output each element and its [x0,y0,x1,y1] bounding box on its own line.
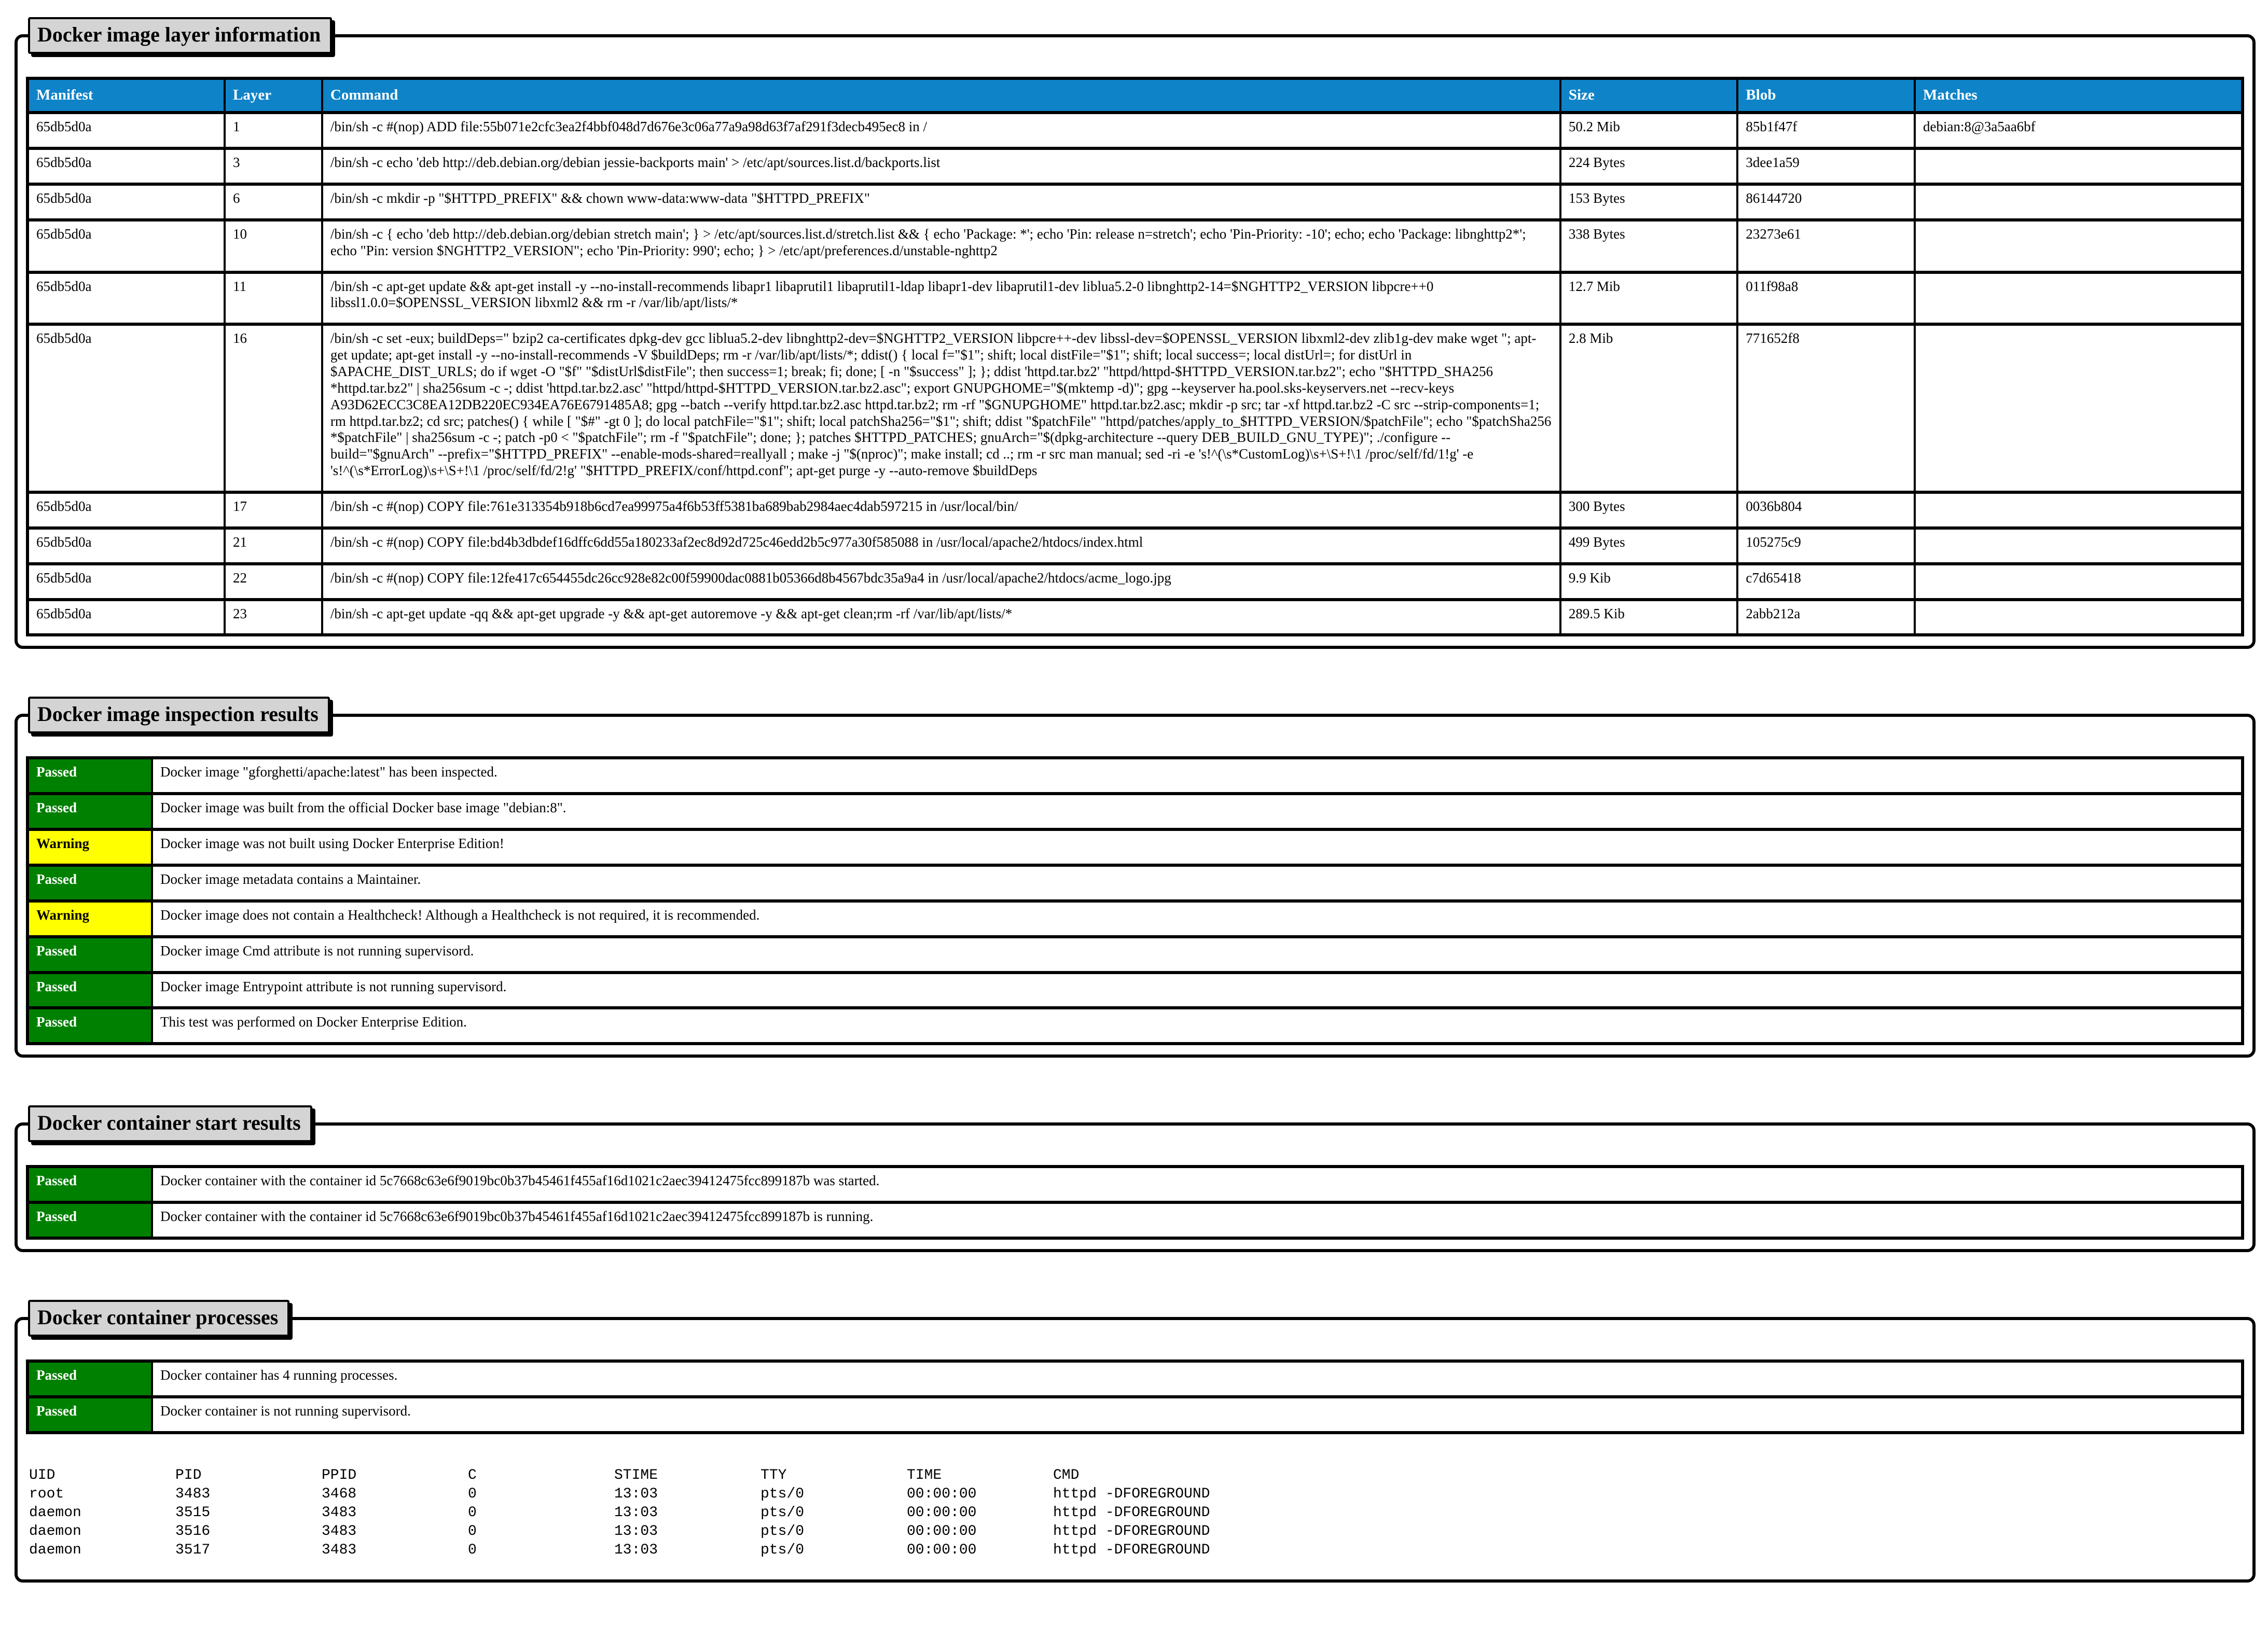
result-message: Docker image was built from the official Docker base image "debian:8". [152,794,2243,829]
ps-uid: daemon [29,1542,81,1558]
manifest-cell: 65db5d0a [27,600,225,635]
blob-cell: 3dee1a59 [1737,148,1915,184]
ps-stime: 13:03 [614,1523,658,1539]
ps-header-c: C [468,1467,477,1483]
matches-cell [1915,220,2243,272]
size-cell: 338 Bytes [1560,220,1738,272]
result-row [27,1397,2243,1433]
result-row [27,1008,2243,1044]
size-cell: 50.2 Mib [1560,113,1738,148]
column-header-manifest: Manifest [27,78,225,113]
manifest-cell: 65db5d0a [27,148,225,184]
ps-c: 0 [468,1523,477,1539]
ps-header-time: TIME [907,1467,942,1483]
blob-cell: 85b1f47f [1737,113,1915,148]
ps-time: 00:00:00 [907,1542,977,1558]
result-message: This test was performed on Docker Enterprise Edition. [152,1008,2243,1044]
section-container-processes-title: Docker container processes [28,1300,289,1337]
result-row [27,973,2243,1008]
layer-row [27,324,2243,492]
column-header-command: Command [322,78,1560,113]
result-message: Docker image does not contain a Healthcheck! Although a Healthcheck is not required, it is recommended. [152,901,2243,937]
result-row [27,794,2243,829]
layer-cell: 3 [225,148,322,184]
section-container-start-results-title: Docker container start results [28,1105,312,1142]
section-layer-information [15,17,2256,649]
manifest-cell: 65db5d0a [27,220,225,272]
ps-header-tty: TTY [760,1467,787,1483]
status-badge: Passed [27,1361,152,1397]
layer-cell: 17 [225,492,322,528]
result-row [27,1167,2243,1202]
ps-tty: pts/0 [760,1504,805,1521]
ps-cmd: httpd -DFOREGROUND [1053,1542,1210,1558]
process-list-output [29,1466,1352,1560]
blob-cell: 2abb212a [1737,600,1915,635]
command-cell: /bin/sh -c apt-get update && apt-get install -y --no-install-recommends libapr1 libaprutil1 libaprutil1-ldap libapr1-dev libaprutil1-dev liblua5.2-0 libnghttp2-14=$NGHTTP2_VERSION libpcre++0 libssl1.0.0=$OPENSSL_VERSION libxml2 && rm -r /var/lib/apt/lists/* [322,272,1560,325]
section-container-processes [15,1300,2256,1583]
section-inspection-results [15,697,2256,1058]
layer-row [27,528,2243,564]
matches-cell [1915,272,2243,325]
ps-row [29,1541,1352,1560]
column-header-size: Size [1560,78,1738,113]
layer-cell: 6 [225,184,322,220]
command-cell: /bin/sh -c apt-get update -qq && apt-get upgrade -y && apt-get autoremove -y && apt-get clean;rm -rf /var/lib/apt/lists/* [322,600,1560,635]
status-badge: Passed [27,1202,152,1238]
ps-ppid: 3468 [322,1486,357,1502]
result-message: Docker image Entrypoint attribute is not running supervisord. [152,973,2243,1008]
layer-cell: 11 [225,272,322,325]
result-row [27,937,2243,973]
manifest-cell: 65db5d0a [27,272,225,325]
manifest-cell: 65db5d0a [27,528,225,564]
status-badge: Passed [27,758,152,794]
layer-cell: 1 [225,113,322,148]
section-inspection-results-title: Docker image inspection results [28,697,330,733]
layer-row [27,492,2243,528]
column-header-blob: Blob [1737,78,1915,113]
blob-cell: 105275c9 [1737,528,1915,564]
layer-cell: 10 [225,220,322,272]
ps-time: 00:00:00 [907,1504,977,1521]
status-badge: Passed [27,794,152,829]
ps-header-pid: PID [175,1467,202,1483]
layer-row [27,184,2243,220]
ps-header-ppid: PPID [322,1467,357,1483]
ps-time: 00:00:00 [907,1486,977,1502]
result-row [27,901,2243,937]
command-cell: /bin/sh -c #(nop) COPY file:761e313354b918b6cd7ea99975a4f6b53ff5381ba689bab2984aec4dab597215 in /usr/local/bin/ [322,492,1560,528]
ps-row [29,1504,1352,1522]
ps-uid: daemon [29,1504,81,1521]
size-cell: 300 Bytes [1560,492,1738,528]
blob-cell: c7d65418 [1737,564,1915,600]
layer-row [27,564,2243,600]
result-message: Docker image metadata contains a Maintainer. [152,865,2243,901]
command-cell: /bin/sh -c #(nop) COPY file:12fe417c654455dc26cc928e82c00f59900dac0881b05366d8b4567bdc35a9a4 in /usr/local/apache2/htdocs/acme_logo.jpg [322,564,1560,600]
layer-row [27,148,2243,184]
column-header-matches: Matches [1915,78,2243,113]
ps-tty: pts/0 [760,1542,805,1558]
result-row [27,865,2243,901]
layer-table [26,77,2244,636]
column-header-layer: Layer [225,78,322,113]
section-container-start-results [15,1105,2256,1252]
command-cell: /bin/sh -c #(nop) ADD file:55b071e2cfc3ea2f4bbf048d7d676e3c06a77a9a98d63f7af291f3decb495ec8 in / [322,113,1560,148]
ps-cmd: httpd -DFOREGROUND [1053,1486,1210,1502]
ps-stime: 13:03 [614,1486,658,1502]
result-message: Docker container has 4 running processes. [152,1361,2243,1397]
result-message: Docker image "gforghetti/apache:latest" has been inspected. [152,758,2243,794]
size-cell: 289.5 Kib [1560,600,1738,635]
ps-pid: 3515 [175,1504,211,1521]
status-badge: Passed [27,1397,152,1433]
layer-table-header-row [27,78,2243,113]
layer-cell: 16 [225,324,322,492]
status-badge: Warning [27,829,152,865]
status-badge: Warning [27,901,152,937]
manifest-cell: 65db5d0a [27,564,225,600]
ps-header-row [29,1466,1352,1485]
layer-row [27,220,2243,272]
container-processes-table [26,1359,2244,1434]
ps-cmd: httpd -DFOREGROUND [1053,1504,1210,1521]
status-badge: Passed [27,937,152,973]
ps-header-cmd: CMD [1053,1467,1080,1483]
inspection-results-table [26,756,2244,1045]
ps-pid: 3516 [175,1523,211,1539]
ps-uid: daemon [29,1523,81,1539]
size-cell: 499 Bytes [1560,528,1738,564]
matches-cell [1915,528,2243,564]
ps-header-stime: STIME [614,1467,658,1483]
command-cell: /bin/sh -c echo 'deb http://deb.debian.org/debian jessie-backports main' > /etc/apt/sources.list.d/backports.list [322,148,1560,184]
ps-tty: pts/0 [760,1486,805,1502]
result-message: Docker image Cmd attribute is not running supervisord. [152,937,2243,973]
ps-ppid: 3483 [322,1523,357,1539]
ps-c: 0 [468,1486,477,1502]
ps-cmd: httpd -DFOREGROUND [1053,1523,1210,1539]
status-badge: Passed [27,865,152,901]
result-message: Docker container with the container id 5c7668c63e6f9019bc0b37b45461f455af16d1021c2aec39412475fcc899187b is running. [152,1202,2243,1238]
ps-row [29,1522,1352,1541]
matches-cell [1915,600,2243,635]
ps-time: 00:00:00 [907,1523,977,1539]
manifest-cell: 65db5d0a [27,113,225,148]
blob-cell: 23273e61 [1737,220,1915,272]
result-row [27,1361,2243,1397]
command-cell: /bin/sh -c mkdir -p "$HTTPD_PREFIX" && chown www-data:www-data "$HTTPD_PREFIX" [322,184,1560,220]
section-layer-information-title: Docker image layer information [28,17,332,54]
layer-cell: 21 [225,528,322,564]
status-badge: Passed [27,1008,152,1044]
ps-tty: pts/0 [760,1523,805,1539]
blob-cell: 86144720 [1737,184,1915,220]
command-cell: /bin/sh -c { echo 'deb http://deb.debian.org/debian stretch main'; } > /etc/apt/sources.list.d/stretch.list && { echo 'Package: *'; echo 'Pin: release n=stretch'; echo 'Pin-Priority: -10'; echo; echo 'Package: libnghttp2*'; echo "Pin: version $NGHTTP2_VERSION"; echo 'Pin-Priority: 990'; echo; } > /etc/apt/preferences.d/unstable-nghttp2 [322,220,1560,272]
manifest-cell: 65db5d0a [27,184,225,220]
ps-uid: root [29,1486,64,1502]
docker-inspection-report [15,17,2256,1583]
matches-cell [1915,564,2243,600]
ps-ppid: 3483 [322,1504,357,1521]
matches-cell [1915,184,2243,220]
ps-header-uid: UID [29,1467,56,1483]
size-cell: 224 Bytes [1560,148,1738,184]
ps-c: 0 [468,1542,477,1558]
size-cell: 12.7 Mib [1560,272,1738,325]
manifest-cell: 65db5d0a [27,492,225,528]
ps-stime: 13:03 [614,1504,658,1521]
ps-stime: 13:03 [614,1542,658,1558]
ps-pid: 3517 [175,1542,211,1558]
result-message: Docker container is not running supervisord. [152,1397,2243,1433]
matches-cell [1915,148,2243,184]
size-cell: 153 Bytes [1560,184,1738,220]
layer-cell: 22 [225,564,322,600]
command-cell: /bin/sh -c #(nop) COPY file:bd4b3dbdef16dffc6dd55a180233af2ec8d92d725c46edd2b5c977a30f585088 in /usr/local/apache2/htdocs/index.html [322,528,1560,564]
layer-row [27,272,2243,325]
layer-row [27,600,2243,635]
blob-cell: 0036b804 [1737,492,1915,528]
result-message: Docker container with the container id 5c7668c63e6f9019bc0b37b45461f455af16d1021c2aec39412475fcc899187b was started. [152,1167,2243,1202]
size-cell: 2.8 Mib [1560,324,1738,492]
blob-cell: 771652f8 [1737,324,1915,492]
ps-pid: 3483 [175,1486,211,1502]
result-row [27,1202,2243,1238]
result-row [27,829,2243,865]
matches-cell [1915,324,2243,492]
container-start-results-table [26,1165,2244,1240]
status-badge: Passed [27,973,152,1008]
blob-cell: 011f98a8 [1737,272,1915,325]
matches-cell: debian:8@3a5aa6bf [1915,113,2243,148]
layer-cell: 23 [225,600,322,635]
manifest-cell: 65db5d0a [27,324,225,492]
result-message: Docker image was not built using Docker Enterprise Edition! [152,829,2243,865]
ps-ppid: 3483 [322,1542,357,1558]
result-row [27,758,2243,794]
size-cell: 9.9 Kib [1560,564,1738,600]
ps-row [29,1485,1352,1504]
matches-cell [1915,492,2243,528]
command-cell: /bin/sh -c set -eux; buildDeps=" bzip2 ca-certificates dpkg-dev gcc liblua5.2-dev libnghttp2-dev=$NGHTTP2_VERSION libpcre++-dev libssl-dev=$OPENSSL_VERSION libxml2-dev zlib1g-dev make wget "; apt-get update; apt-get install -y --no-install-recommends -V $buildDeps; rm -r /var/lib/apt/lists/*; ddist() { local f="$1"; shift; local distFile="$1"; shift; local success=; local distUrl=; for distUrl in $APACHE_DIST_URLS; do if wget -O "$f" "$distUrl$distFile"; then success=1; break; fi; done; [ -n "$success" ]; }; ddist 'httpd.tar.bz2' "httpd/httpd-$HTTPD_VERSION.tar.bz2"; echo "$HTTPD_SHA256 *httpd.tar.bz2" | sha256sum -c -; ddist 'httpd.tar.bz2.asc' "httpd/httpd-$HTTPD_VERSION.tar.bz2.asc"; export GNUPGHOME="$(mktemp -d)"; gpg --keyserver ha.pool.sks-keyservers.net --recv-keys A93D62ECC3C8EA12DB220EC934EA76E6791485A8; gpg --batch --verify httpd.tar.bz2.asc httpd.tar.bz2; rm -rf "$GNUPGHOME" httpd.tar.bz2.asc; mkdir -p src; tar -xf httpd.tar.bz2 -C src --strip-components=1; rm httpd.tar.bz2; cd src; patches() { while [ "$#" -gt 0 ]; do local patchFile="$1"; shift; local patchSha256="$1"; shift; ddist "$patchFile" "httpd/patches/apply_to_$HTTPD_VERSION/$patchFile"; echo "$patchSha256 *$patchFile" | sha256sum -c -; patch -p0 < "$patchFile"; rm -f "$patchFile"; done; }; patches $HTTPD_PATCHES; gnuArch="$(dpkg-architecture --query DEB_BUILD_GNU_TYPE)"; ./configure --build="$gnuArch" --prefix="$HTTPD_PREFIX" --enable-mods-shared=reallyall ; make -j "$(nproc)"; make install; cd ..; rm -r src man manual; sed -ri -e 's!^(\s*CustomLog)\s+\S+!\1 /proc/self/fd/1!g' -e 's!^(\s*ErrorLog)\s+\S+!\1 /proc/self/fd/2!g' "$HTTPD_PREFIX/conf/httpd.conf"; apt-get purge -y --auto-remove $buildDeps [322,324,1560,492]
status-badge: Passed [27,1167,152,1202]
ps-c: 0 [468,1504,477,1521]
layer-row [27,113,2243,148]
